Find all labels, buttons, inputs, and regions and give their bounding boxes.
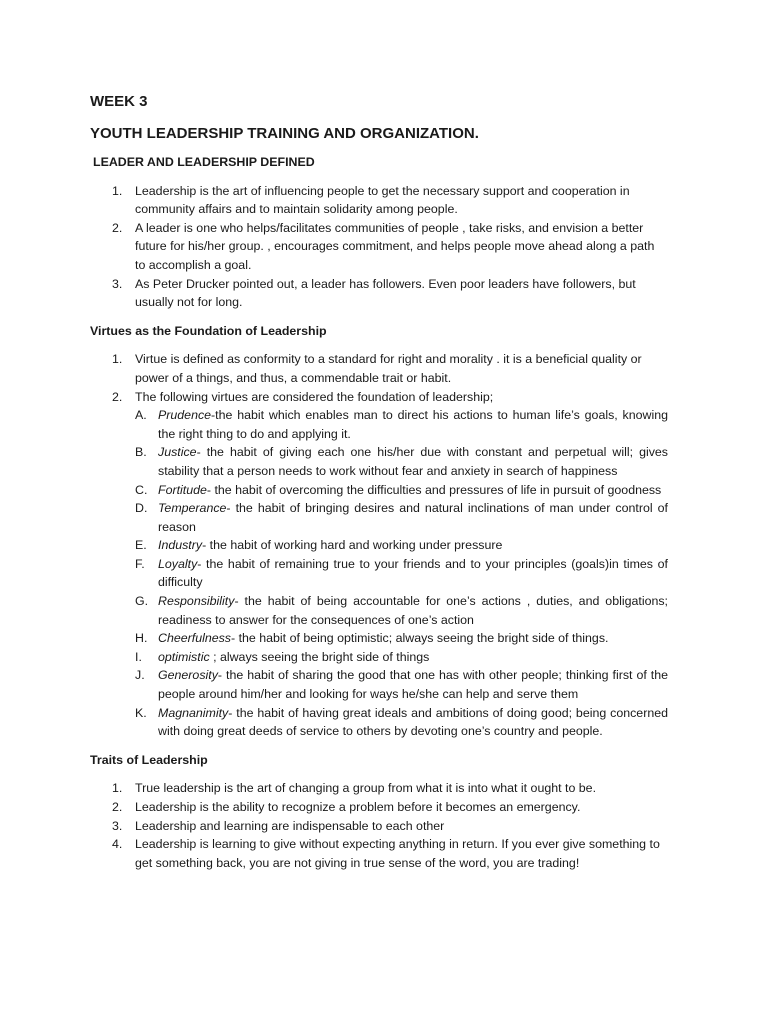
- virtue-item: E. Industry- the habit of working hard and working under pressure: [135, 538, 503, 553]
- list-item: 2. The following virtues are considered the foundation of leadership; A. Prudence-the habit which enables man to direct his actions to human life’s goals, knowing the right thing to do and applying it. B. Justice- the habit of giving each one his/her due with constant and perpetual will; gives stability that a person needs to work without fear and anxiety in search of happiness C. Fortitude- the habit of overcoming the difficulties and pressures of life in pursuit of goodness D. Temperance- the habit of bringing desires and natural inclinations of man under control of reason E. Industry- the habit of working hard and working under pressure F. Loyalty- the habit of remaining true to your friends and to your principles (goals)in times of difficulty G. Responsibility- the habit of being accountable for one’s actions , duties, and obligations; readiness to answer for the consequences of one’s action H. Cheerfulness- the habit of being optimistic; always seeing the bright side of things. I. optimistic ; always seeing the bright side of things J. Generosity- the habit of sharing the good that one has with other people; thinking first of the people around him/her and looking for ways he/she can help and serve them K. Magnanimity- the habit of having great ideals and ambitions of doing good; being concerned with doing great deeds of service to others by devoting one’s country and people.: [90, 388, 668, 741]
- virtue-sublist: [135, 406, 668, 741]
- virtue-term: Magnanimity: [158, 705, 229, 720]
- section-heading-traits: Traits of Leadership: [90, 752, 208, 767]
- virtue-description: - the habit of giving each one his/her due with constant and perpetual will; gives stability that a person needs to work without fear and anxiety in search of happiness: [158, 445, 668, 478]
- virtue-description: -the habit which enables man to direct his actions to human life’s goals, knowing the right thing to do and applying it.: [158, 408, 668, 441]
- virtue-term: Justice: [158, 445, 197, 460]
- section-heading-leader-defined: LEADER AND LEADERSHIP DEFINED: [93, 155, 315, 169]
- list-item: 1. Leadership is the art of influencing people to get the necessary support and cooperation in community affairs and to maintain solidarity among people.: [112, 183, 630, 217]
- virtue-description: ; always seeing the bright side of things: [209, 649, 430, 664]
- virtue-description: - the habit of overcoming the difficulties and pressures of life in pursuit of goodness: [206, 482, 662, 497]
- traits-list: [90, 779, 668, 872]
- virtue-term: Industry: [158, 538, 203, 553]
- virtue-item: A. Prudence-the habit which enables man to direct his actions to human life’s goals, knowing the right thing to do and applying it.: [135, 408, 668, 441]
- virtue-item: H. Cheerfulness- the habit of being optimistic; always seeing the bright side of things.: [135, 631, 609, 646]
- virtue-term: Fortitude: [158, 482, 207, 497]
- list-item: 2. A leader is one who helps/facilitates communities of people , take risks, and envision a better future for his/her group. , encourages commitment, and helps people move ahead along a path to accomplish a goal.: [112, 220, 655, 272]
- document-title: YOUTH LEADERSHIP TRAINING AND ORGANIZATION.: [90, 125, 479, 142]
- virtue-item: D. Temperance- the habit of bringing desires and natural inclinations of man under control of reason: [135, 501, 668, 534]
- list-item: 4. Leadership is learning to give without expecting anything in return. If you ever give something to get something back, you are not giving in true sense of the word, you are trading!: [112, 837, 660, 870]
- virtue-item: K. Magnanimity- the habit of having great ideals and ambitions of doing good; being concerned with doing great deeds of service to others by devoting one’s country and people.: [135, 705, 668, 739]
- virtue-term: Generosity: [158, 668, 218, 683]
- virtue-description: - the habit of remaining true to your friends and to your principles (goals)in times of difficulty: [158, 556, 668, 590]
- virtue-term: Responsibility: [158, 594, 235, 609]
- virtue-description: - the habit of sharing the good that one has with other people; thinking first of the people around him/her and looking for ways he/she can help and serve them: [158, 668, 668, 702]
- virtues-list: [90, 350, 668, 740]
- list-item: 3. As Peter Drucker pointed out, a leader has followers. Even poor leaders have followers, but usually not for long.: [112, 276, 636, 310]
- virtue-term: Loyalty: [158, 556, 198, 571]
- virtue-description: - the habit of being accountable for one’s actions , duties, and obligations; readiness to answer for the consequences of one’s action: [158, 594, 668, 627]
- virtue-item: G. Responsibility- the habit of being accountable for one’s actions , duties, and obligations; readiness to answer for the consequences of one’s action: [135, 594, 668, 627]
- virtue-item: F. Loyalty- the habit of remaining true to your friends and to your principles (goals)in times of difficulty: [135, 556, 668, 590]
- virtue-description: - the habit of being optimistic; always seeing the bright side of things.: [231, 631, 609, 646]
- week-heading: WEEK 3: [90, 93, 148, 110]
- virtue-item: C. Fortitude- the habit of overcoming the difficulties and pressures of life in pursuit of goodness: [135, 482, 662, 497]
- list-item: 1. Virtue is defined as conformity to a standard for right and morality . it is a beneficial quality or power of a things, and thus, a commendable trait or habit.: [112, 352, 642, 385]
- virtue-term: Temperance: [158, 501, 227, 516]
- virtue-description: - the habit of having great ideals and ambitions of doing good; being concerned with doing great deeds of service to others by devoting one’s country and people.: [158, 705, 668, 739]
- virtue-item: B. Justice- the habit of giving each one his/her due with constant and perpetual will; gives stability that a person needs to work without fear and anxiety in search of happiness: [135, 445, 668, 478]
- virtue-item: J. Generosity- the habit of sharing the good that one has with other people; thinking first of the people around him/her and looking for ways he/she can help and serve them: [135, 668, 668, 702]
- leader-definitions-list: [90, 182, 668, 312]
- virtue-term: Cheerfulness: [158, 631, 232, 646]
- virtue-description: - the habit of working hard and working under pressure: [202, 538, 503, 553]
- section-heading-virtues: Virtues as the Foundation of Leadership: [90, 323, 327, 338]
- virtue-term: optimistic: [158, 649, 210, 664]
- list-item: 3. Leadership and learning are indispensable to each other: [112, 818, 445, 833]
- virtue-item: I. optimistic ; always seeing the bright side of things: [135, 649, 430, 664]
- virtue-term: Prudence: [158, 408, 212, 423]
- list-item: 1. True leadership is the art of changing a group from what it is into what it ought to be.: [112, 781, 597, 796]
- virtue-description: - the habit of bringing desires and natural inclinations of man under control of reason: [158, 501, 668, 534]
- list-item: 2. Leadership is the ability to recognize a problem before it becomes an emergency.: [112, 800, 581, 814]
